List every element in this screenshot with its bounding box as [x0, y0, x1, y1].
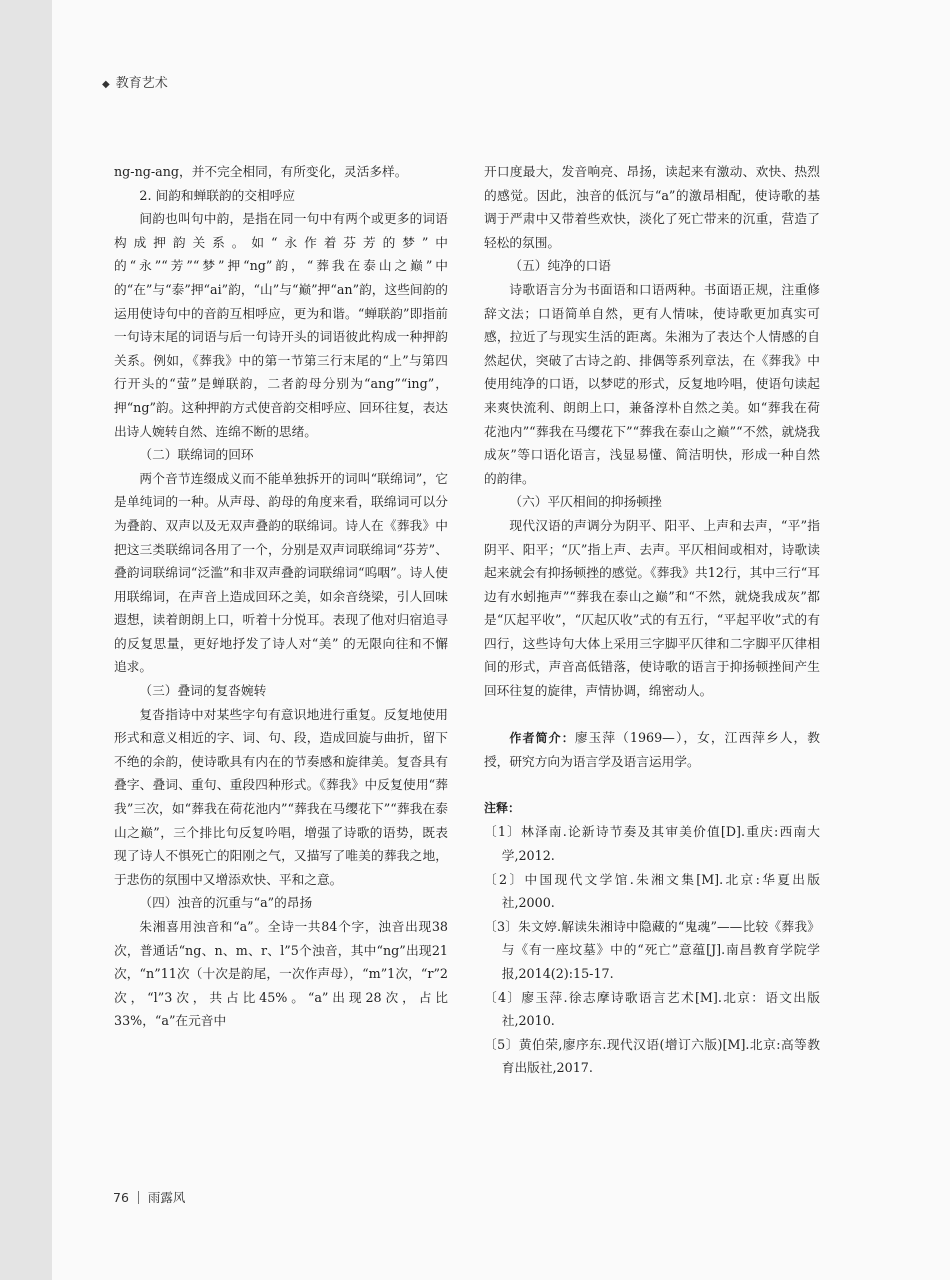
page-gutter [0, 0, 52, 1280]
author-text: 廖玉萍（1969—），女，江西萍乡人，教授，研究方向为语言学及语言运用学。 [484, 729, 820, 770]
journal-name: 雨露风 [147, 1190, 186, 1205]
notes-title: 注释： [484, 800, 521, 815]
section-title: 教育艺术 [115, 76, 168, 91]
subheading: （四）浊音的沉重与“a”的昂扬 [139, 895, 313, 911]
paragraph: 复沓指诗中对某些字句有意识地进行重复。反复地使用形式和意义相近的字、词、句、段，造成回旋与曲折，留下不绝的余韵，使诗歌具有内在的节奏感和旋律美。复沓具有叠字、叠词、重句、重段四种形式。《葬我》中反复使用“葬我”三次，如“葬我在荷花池内”“葬我在马缨花下”“葬我在泰山之巅”，三个排比句反复吟唱，增强了诗歌的语势，既表现了诗人不惧死亡的阳刚之气，又描写了唯美的葬我之地，于悲伤的氛围中又增添欢快、平和之意。 [114, 706, 448, 887]
reference-item: 〔4〕廖玉萍.徐志摩诗歌语言艺术[M].北京：语文出版社,2010. [484, 989, 820, 1029]
footer-divider [138, 1191, 139, 1204]
page-number: 76 [113, 1190, 129, 1205]
reference-item: 〔2〕中国现代文学馆.朱湘文集[M].北京:华夏出版社,2000. [484, 871, 820, 911]
subheading: （三）叠词的复沓婉转 [139, 683, 267, 699]
reference-item: 〔1〕林泽南.论新诗节奏及其审美价值[D].重庆:西南大学,2012. [484, 824, 820, 864]
paragraph: 诗歌语言分为书面语和口语两种。书面语正规，注重修辞文法；口语简单自然，更有人情味，使诗歌更加真实可感，拉近了与现实生活的距离。朱湘为了表达个人情感的自然起伏，突破了古诗之韵、排偶等系列章法，在《葬我》中使用纯净的口语，以梦呓的形式，反复地吟唱，使语句读起来爽快流利、朗朗上口，兼备淳朴自然之美。如“葬我在荷花池内”“葬我在马缨花下”“葬我在泰山之巅”“不然，就烧我成灰”等口语化语言，浅显易懂、简洁明快，形成一种自然的韵律。 [484, 281, 820, 486]
paragraph: 开口度最大，发音响亮、昂扬，读起来有激动、欢快、热烈的感觉。因此，浊音的低沉与“a”的激昂相配，使诗歌的基调于严肃中又带着些欢快，淡化了死亡带来的沉重，营造了轻松的氛围。 [484, 164, 820, 250]
subheading: （二）联绵词的回环 [139, 447, 254, 463]
paragraph: 间韵也叫句中韵，是指在同一句中有两个或更多的词语构成押韵关系。如“永作着芬芳的梦”中的“永”“芳”“梦”押“ng”韵，“葬我在泰山之巅”中的“在”与“泰”押“ai”韵，“山”与“巅”押“an”韵，这些间韵的运用使诗句中的音韵互相呼应，更为和谐。“蝉联韵”即指前一句诗末尾的词语与后一句诗开头的词语彼此构成一种押韵关系。例如，《葬我》中的第一节第三行末尾的“上”与第四行开头的“萤”是蝉联韵，二者韵母分别为“ang”“ing”，押“ng”韵。这种押韵方式使音韵交相呼应、回环往复，表达出诗人婉转自然、连绵不断的思绪。 [114, 211, 448, 439]
paragraph: 现代汉语的声调分为阴平、阳平、上声和去声，“平”指阴平、阳平；“仄”指上声、去声。平仄相间或相对，诗歌读起来就会有抑扬顿挫的感觉。《葬我》共12行，其中三行“耳边有水蚓拖声”“葬我在泰山之巅”和“不然，就烧我成灰”都是“仄起平收”，“仄起仄收”式的有五行，“平起平收”式的有四行，这些诗句大体上采用三字脚平仄律和二字脚平仄律相间的形式，声音高低错落，使诗歌的语言于抑扬顿挫间产生回环往复的旋律，声情协调，绵密动人。 [484, 517, 820, 699]
paragraph: ng-ng-ang，并不完全相同，有所变化，灵活多样。 [114, 164, 408, 179]
subheading: 2. 间韵和蝉联韵的交相呼应 [139, 187, 296, 203]
left-column [114, 160, 448, 1033]
paragraph: 两个音节连缀成义而不能单独拆开的词叫“联绵词”，它是单纯词的一种。从声母、韵母的角度来看，联绵词可以分为叠韵、双声以及无双声叠韵的联绵词。诗人在《葬我》中把这三类联绵词各用了一个，分别是双声词联绵词“芬芳”、叠韵词联绵词“泛滥”和非双声叠韵词联绵词“呜咽”。诗人使用联绵词，在声音上造成回环之美，如余音绕梁，引人回味遐想，读着朗朗上口，听着十分悦耳。表现了他对归宿追寻的反复思量，更好地抒发了诗人对“美” 的无限向往和不懈追求。 [114, 470, 448, 675]
subheading: （六）平仄相间的抑扬顿挫 [509, 494, 662, 510]
subheading: （五）纯净的口语 [509, 258, 611, 274]
reference-item: 〔3〕朱文婷.解读朱湘诗中隐藏的“鬼魂”——比较《葬我》与《有一座坟墓》中的“死亡”意蕴[J].南昌教育学院学报,2014(2):15-17. [484, 918, 820, 981]
reference-item: 〔5〕黄伯荣,廖序东.现代汉语(增订六版)[M].北京:高等教育出版社,2017. [484, 1036, 820, 1076]
author-label: 作者简介： [509, 730, 575, 745]
section-header [102, 72, 168, 91]
diamond-icon: ◆ [102, 79, 110, 90]
right-column [484, 160, 820, 1080]
paragraph: 朱湘喜用浊音和“a”。全诗一共84个字，浊音出现38次，普通话“ng、n、m、r、l”5个浊音，其中“ng”出现21次，“n”11次（十次是韵尾，一次作声母），“m”1次，“r”2次，“l”3次，共占比45%。“a”出现28次，占比33%，“a”在元音中 [114, 919, 448, 1029]
author-bio [484, 726, 820, 774]
page-footer [113, 1188, 185, 1206]
